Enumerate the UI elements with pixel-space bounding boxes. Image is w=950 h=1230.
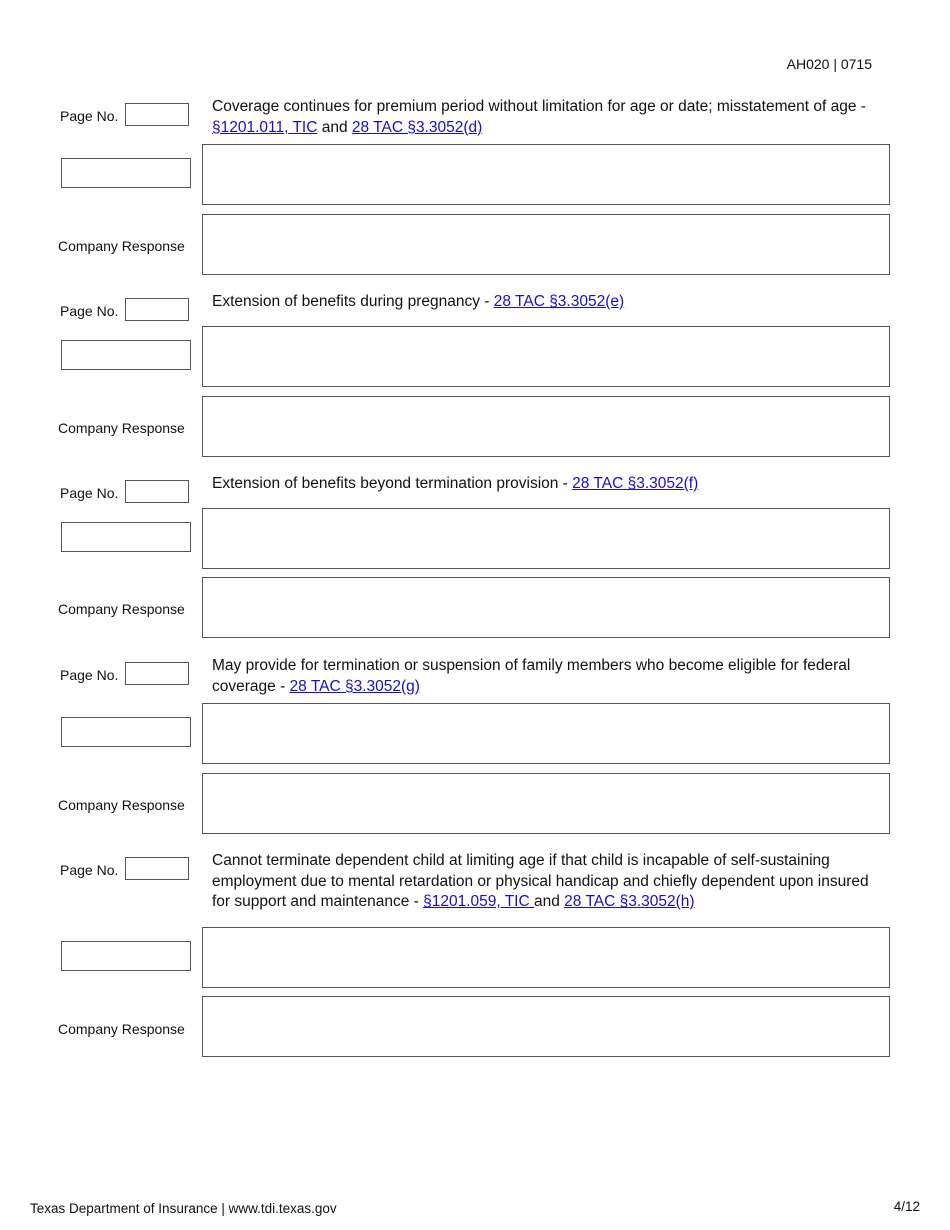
footer-organization: Texas Department of Insurance | www.tdi.texas.gov [30, 1201, 337, 1216]
citation-link[interactable]: 28 TAC §3.3052(d) [351, 118, 483, 136]
page-no-input[interactable] [125, 298, 189, 321]
section-field-input[interactable] [61, 941, 191, 971]
page-no-label: Page No. [60, 667, 119, 683]
requirement-answer-box[interactable] [202, 703, 890, 764]
page-no-input[interactable] [125, 480, 189, 503]
page-no-label: Page No. [60, 485, 119, 501]
form-id: AH020 | 0715 [786, 56, 872, 72]
page-no-input[interactable] [125, 857, 189, 880]
requirement-text: Coverage continues for premium period without limitation for age or date; misstatement of age - §1201.011, TIC and 28 TAC §3.3052(d) [212, 98, 866, 136]
citation-link[interactable]: 28 TAC §3.3052(e) [493, 293, 625, 310]
company-response-label: Company Response [58, 797, 185, 813]
section-field-input[interactable] [61, 717, 191, 747]
citation-link[interactable]: §1201.059, TIC [423, 893, 534, 910]
citation-link[interactable]: 28 TAC §3.3052(g) [289, 677, 420, 695]
company-response-label: Company Response [58, 420, 185, 436]
company-response-box[interactable] [202, 773, 890, 834]
page-no-label: Page No. [60, 303, 119, 319]
citation-link[interactable]: 28 TAC §3.3052(f) [572, 475, 699, 492]
page-no-label: Page No. [60, 108, 119, 124]
section-field-input[interactable] [61, 158, 191, 188]
requirement-answer-box[interactable] [202, 508, 890, 569]
requirement-text: Extension of benefits beyond termination provision - 28 TAC §3.3052(f) [212, 475, 699, 492]
requirement-text: Extension of benefits during pregnancy - 28 TAC §3.3052(e) [212, 293, 625, 310]
page-no-label: Page No. [60, 862, 119, 878]
citation-link[interactable]: 28 TAC §3.3052(h) [564, 893, 695, 910]
requirement-answer-box[interactable] [202, 326, 890, 387]
section-field-input[interactable] [61, 340, 191, 370]
requirement-answer-box[interactable] [202, 144, 890, 205]
company-response-label: Company Response [58, 238, 185, 254]
citation-link[interactable]: §1201.011, TIC [212, 118, 318, 136]
company-response-box[interactable] [202, 396, 890, 457]
page-no-input[interactable] [125, 662, 189, 685]
company-response-label: Company Response [58, 1021, 185, 1037]
section-field-input[interactable] [61, 522, 191, 552]
company-response-box[interactable] [202, 214, 890, 275]
company-response-box[interactable] [202, 577, 890, 638]
requirement-answer-box[interactable] [202, 927, 890, 988]
company-response-box[interactable] [202, 996, 890, 1057]
page-number: 4/12 [893, 1199, 920, 1214]
page-no-input[interactable] [125, 103, 189, 126]
requirement-text: May provide for termination or suspension of family members who become eligible for federal coverage - 28 TAC §3.3052(g) [212, 657, 851, 695]
company-response-label: Company Response [58, 601, 185, 617]
requirement-text: Cannot terminate dependent child at limiting age if that child is incapable of self-sustaining employment due to mental retardation or physical handicap and chiefly dependent upon insured for support and maintenance - §1201.059, TIC and 28 TAC §3.3052(h) [212, 852, 869, 910]
